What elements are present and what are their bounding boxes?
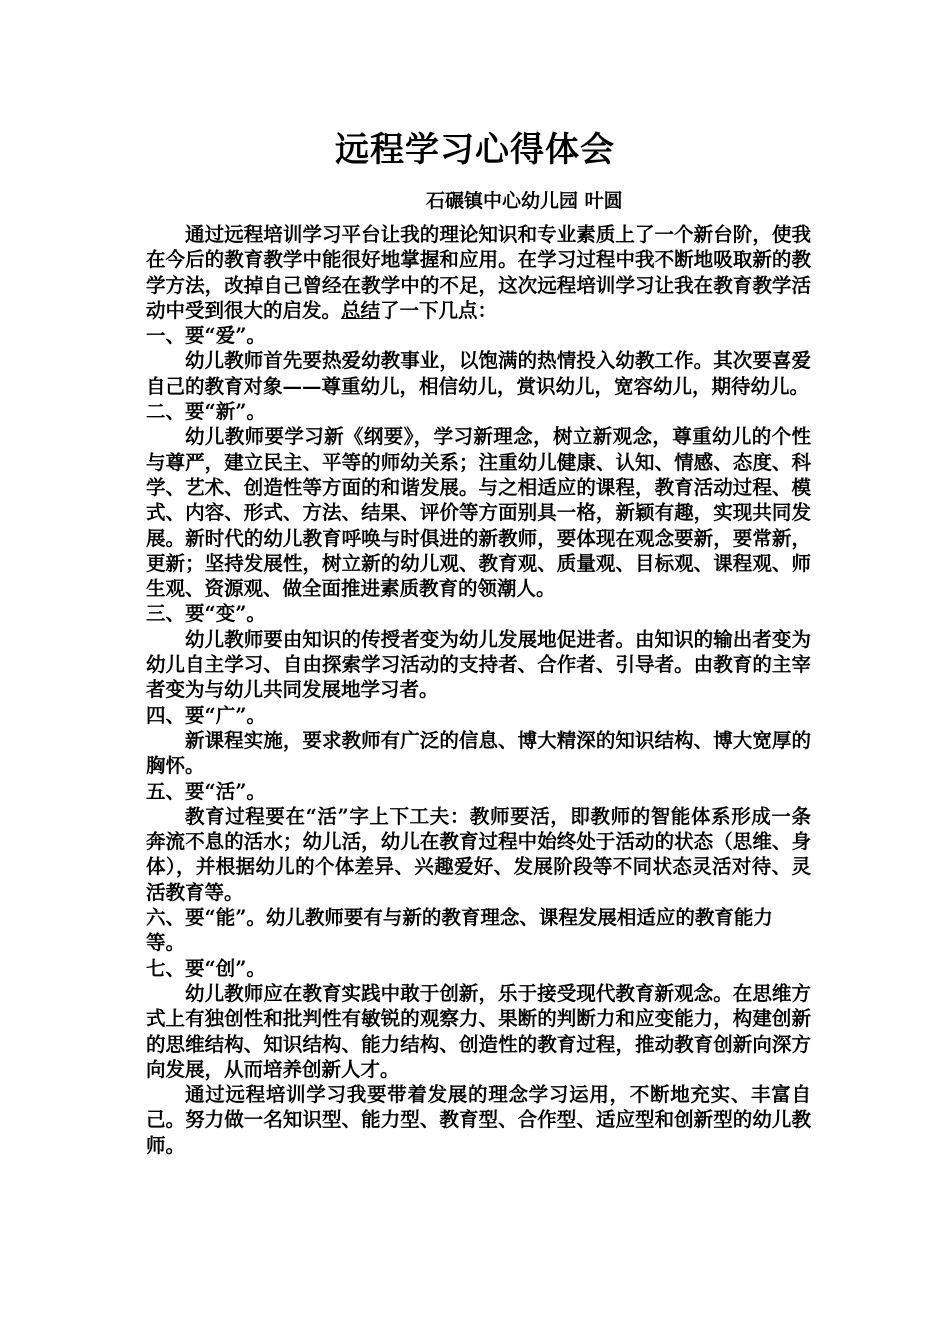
conclusion-paragraph: 通过远程培训学习我要带着发展的理念学习运用，不断地充实、丰富自己。努力做一名知识型、能力型、教育型、合作型、适应型和创新型的幼儿教师。 bbox=[146, 1083, 811, 1157]
section-heading-6: 六、要“能”。幼儿教师要有与新的教育理念、课程发展相适应的教育能力等。 bbox=[146, 906, 773, 955]
section-body-3: 幼儿教师要由知识的传授者变为幼儿发展地促进者。由知识的输出者变为幼儿自主学习、自由探索学习活动的支持者、合作者、引导者。由教育的主宰者变为与幼儿共同发展地学习者。 bbox=[146, 627, 811, 702]
intro-text-end: 了一下几点： bbox=[380, 298, 498, 322]
document-title: 远程学习心得体会 bbox=[335, 130, 615, 170]
intro-text: 通过远程培训学习平台让我的理论知识和专业素质上了一个新台阶，使我在今后的教育教学中能很好地掌握和应用。在学习过程中我不断地吸取新的教学方法，改掉自己曾经在教学中的不足，这次远程培训学习让我在教育教学活动中受到很大的启发。 bbox=[146, 223, 811, 322]
section-heading-1: 一、要“爱”。 bbox=[146, 324, 266, 348]
document-body bbox=[146, 222, 811, 1158]
section-body-5: 教育过程要在“活”字上下工夫：教师要活，即教师的智能体系形成一条奔流不息的活水；幼儿活，幼儿在教育过程中始终处于活动的状态（思维、身体），并根据幼儿的个体差异、兴趣爱好、发展阶段等不同状态灵活对待、灵活教育等。 bbox=[146, 804, 811, 904]
author-line: 石碾镇中心幼儿园 叶圆 bbox=[426, 190, 623, 212]
section-body-2: 幼儿教师要学习新《纲要》，学习新理念，树立新观念，尊重幼儿的个性与尊严，建立民主、平等的师幼关系；注重幼儿健康、认知、情感、态度、科学、艺术、创造性等方面的和谐发展。与之相适应的课程，教育活动过程、模式、内容、形式、方法、结果、评价等方面别具一格，新颖有趣，实现共同发展。新时代的幼儿教育呼唤与时俱进的新教师，要体现在观念要新，要常新，更新；坚持发展性，树立新的幼儿观、教育观、质量观、目标观、课程观、师生观、资源观、做全面推进素质教育的领潮人。 bbox=[146, 425, 811, 601]
section-heading-4: 四、要“广”。 bbox=[146, 703, 266, 727]
section-heading-3: 三、要“变”。 bbox=[146, 602, 266, 626]
section-heading-7: 七、要“创”。 bbox=[146, 956, 266, 980]
section-heading-2: 二、要“新”。 bbox=[146, 400, 266, 424]
section-body-4: 新课程实施，要求教师有广泛的信息、博大精深的知识结构、博大宽厚的胸怀。 bbox=[146, 728, 811, 778]
intro-paragraph bbox=[146, 222, 811, 323]
section-heading-5: 五、要“活”。 bbox=[146, 779, 266, 803]
section-body-7: 幼儿教师应在教育实践中敢于创新，乐于接受现代教育新观念。在思维方式上有独创性和批判性有敏锐的观察力、果断的判断力和应变能力，构建创新的思维结构、知识结构、能力结构、创造性的教育过程，推动教育创新向深方向发展，从而培养创新人才。 bbox=[146, 981, 811, 1081]
section-body-1: 幼儿教师首先要热爱幼教事业，以饱满的热情投入幼教工作。其次要喜爱自己的教育对象——尊重幼儿，相信幼儿，赏识幼儿，宽容幼儿，期待幼儿。 bbox=[146, 349, 811, 398]
summary-link[interactable]: 总结 bbox=[341, 298, 381, 322]
